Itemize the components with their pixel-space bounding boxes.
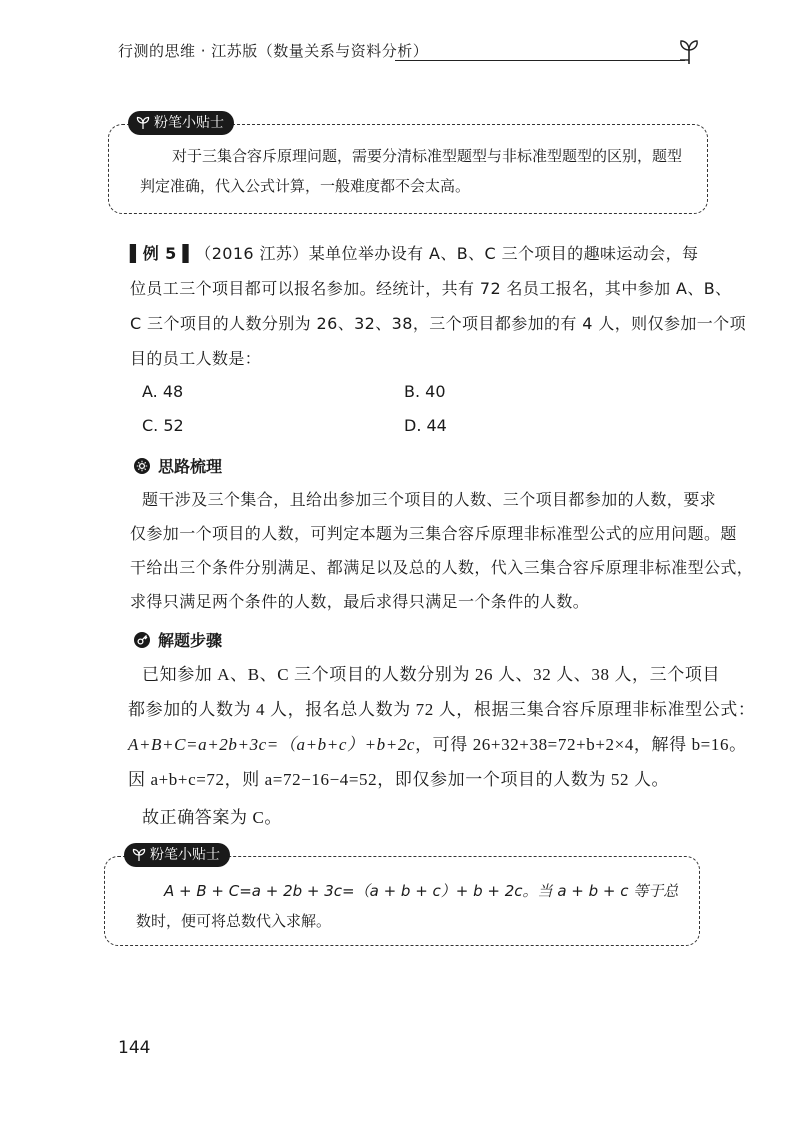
header-rule	[395, 60, 685, 61]
tip-text-line: 对于三集合容斥原理问题，需要分清标准型题型与非标准型题型的区别，题型	[172, 147, 683, 165]
solution-heading: 解题步骤	[134, 628, 222, 651]
sprout-icon	[678, 36, 700, 66]
answer-line: 故正确答案为 C。	[142, 808, 282, 827]
option-a: A. 48	[142, 382, 184, 401]
example-line: 目的员工人数是：	[130, 349, 262, 368]
solution-line: 因 a+b+c=72，则 a=72−16−4=52，即仅参加一个项目的人数为 52 人。	[128, 770, 670, 789]
leaf-icon	[132, 848, 146, 862]
tip-text-line: 判定准确，代入公式计算，一般难度都不会太高。	[140, 177, 471, 195]
page-number: 144	[118, 1038, 151, 1058]
tip-label-text: 粉笔小贴士	[150, 847, 220, 863]
tip-label	[128, 111, 234, 135]
example-line: ▌例 5 ▌（2016 江苏）某单位举办设有 A、B、C 三个项目的趣味运动会，每	[130, 244, 699, 263]
tip-label-text: 粉笔小贴士	[154, 115, 224, 131]
option-d: D. 44	[404, 416, 447, 435]
analysis-line: 求得只满足两个条件的人数，最后求得只满足一个条件的人数。	[130, 592, 590, 611]
example-line: 位员工三个项目都可以报名参加。经统计，共有 72 名员工报名，其中参加 A、B、	[130, 279, 732, 298]
analysis-line: 题干涉及三个集合，且给出参加三个项目的人数、三个项目都参加的人数，要求	[142, 490, 717, 509]
tip-text-line: 数时，便可将总数代入求解。	[136, 912, 332, 930]
analysis-line: 干给出三个条件分别满足、都满足以及总的人数，代入三集合容斥原理非标准型公式，	[130, 558, 754, 577]
leaf-icon	[136, 116, 150, 130]
running-header-title: 行测的思维 · 江苏版（数量关系与资料分析）	[118, 42, 429, 60]
solution-line: A+B+C=a+2b+3c=（a+b+c）+b+2c，可得 26+32+38=72+b+2×4，解得 b=16。	[128, 735, 747, 754]
option-c: C. 52	[142, 416, 184, 435]
example-marker: ▌例 5 ▌	[130, 244, 196, 263]
formula: A+B+C=a+2b+3c=（a+b+c）+b+2c	[128, 735, 416, 754]
tip-text-line: A + B + C=a + 2b + 3c=（a + b + c）+ b + 2c。当 a + b + c 等于总	[164, 882, 679, 900]
analysis-heading: 思路梳理	[134, 454, 222, 477]
analysis-line: 仅参加一个项目的人数，可判定本题为三集合容斥原理非标准型公式的应用问题。题	[130, 524, 737, 543]
example-line: C 三个项目的人数分别为 26、32、38，三个项目都参加的有 4 人，则仅参加一个项	[130, 314, 746, 333]
solution-line: 已知参加 A、B、C 三个项目的人数分别为 26 人、32 人、38 人，三个项目	[142, 665, 721, 684]
option-b: B. 40	[404, 382, 446, 401]
lightbulb-icon	[134, 458, 150, 474]
tip-label	[124, 843, 230, 867]
key-icon	[134, 632, 150, 648]
solution-line: 都参加的人数为 4 人，报名总人数为 72 人，根据三集合容斥原理非标准型公式：	[128, 700, 756, 719]
